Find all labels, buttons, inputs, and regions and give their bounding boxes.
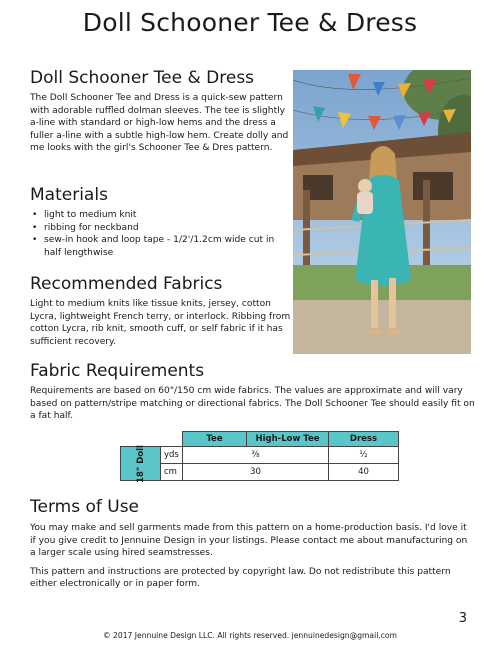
girl-with-doll-photo [293,70,471,354]
table-corner [161,432,183,447]
unit-cell: yds [161,447,183,464]
table-row [121,447,399,464]
materials-section [30,185,292,259]
intro-section [30,68,292,155]
list-item: • light to medium knit [30,209,292,222]
recommended-fabrics-heading: Recommended Fabrics [30,274,223,294]
fabric-requirements-text: Requirements are based on 60"/150 cm wide fabrics. The values are approximate and will vary based on pattern/stripe matching or directional fabrics. The Doll Schooner Tee should easily fit on a fat half. [30,386,475,422]
unit-cell: cm [161,464,183,481]
photo-illustration [293,70,471,354]
materials-heading: Materials [30,185,108,205]
column-header-dress: Dress [329,432,399,447]
table-header-row [121,432,399,447]
list-item: • ribbing for neckband [30,222,292,235]
intro-text: The Doll Schooner Tee and Dress is a quick-sew pattern with adorable ruffled dolman sleeves. The tee is slightly a-line with standard or high-low hems and the dress a fuller a-line with a subtle high-low hem. Create dolly and me looks with the girl's Schooner Tee & Dres pattern. [30,93,289,154]
fabric-requirements-section [30,361,475,423]
page-title: Doll Schooner Tee & Dress [82,8,418,37]
list-item: • sew-in hook and loop tape - 1/2'/1.2cm wide cut in half lengthwise [30,234,292,259]
column-header-high-low-tee: High-Low Tee [247,432,329,447]
fabric-requirements-heading: Fabric Requirements [30,361,205,381]
terms-paragraph: You may make and sell garments made from this pattern on a home-production basis. I'd love it if you give credit to Jennuine Design in your listings. Please contact me about manufacturing on a larger scale using hired seamstresses. [30,523,468,559]
intro-heading: Doll Schooner Tee & Dress [30,68,255,88]
dress-value: 40 [329,464,399,481]
recommended-fabrics-section [30,274,292,348]
materials-list [30,209,292,259]
column-header-tee: Tee [183,432,247,447]
terms-paragraph: This pattern and instructions are protected by copyright law. Do not redistribute this pattern either electronically or in paper form. [30,566,451,590]
row-group-doll-size: 18" Doll [121,447,161,481]
dress-value: ½ [329,447,399,464]
terms-of-use-section [30,497,475,597]
footer: © 2017 Jennuine Design LLC. All rights reserved. jennuinedesign@gmail.com [103,631,397,640]
tee-and-high-low-value: ⅜ [183,447,329,464]
tee-and-high-low-value: 30 [183,464,329,481]
recommended-fabrics-text: Light to medium knits like tissue knits, jersey, cotton Lycra, lightweight French terry, or interlock. Ribbing from cotton Lycra, rib knit, smooth cuff, or self fabric if it has sufficient recovery. [30,299,291,347]
terms-heading: Terms of Use [30,497,140,517]
table-row [121,464,399,481]
fabric-requirements-table [120,431,399,481]
page-number: 3 [458,611,467,626]
